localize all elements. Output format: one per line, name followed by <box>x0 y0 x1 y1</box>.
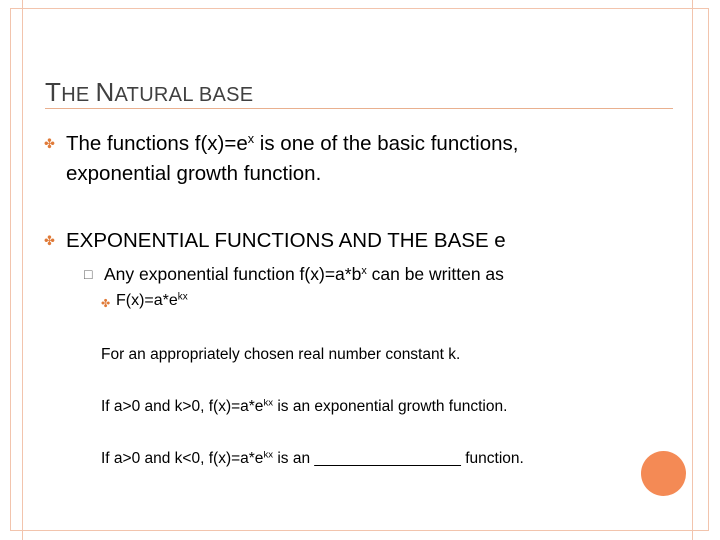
square-bullet-icon: □ <box>84 266 93 282</box>
bullet-1-line-2: exponential growth function. <box>66 162 322 185</box>
sub-sub-bullet-text: $F(x)=a*e^{kx}$ <box>116 291 188 309</box>
flower-bullet-icon: ✤ <box>44 233 55 248</box>
bullet-1-line-1: The functions $f(x)=e^x$ is one of the basic functions, <box>66 131 519 155</box>
flower-bullet-icon: ✤ <box>44 136 55 151</box>
bullet-2-text: EXPONENTIAL FUNCTIONS AND THE BASE e <box>66 229 506 252</box>
title-divider <box>45 108 673 109</box>
sub-bullet-text: Any exponential function $f(x)=a*b^x$ can be written as <box>104 264 504 284</box>
decorative-circle <box>641 451 686 496</box>
slide-title: THE NATURAL BASE <box>45 77 254 107</box>
paragraph-growth: If a>0 and k>0, $f(x)=a*e^{kx}$ is an exponential growth function. <box>101 397 508 415</box>
paragraph-constant-k: For an appropriately chosen real number constant k. <box>101 346 461 363</box>
flower-bullet-icon: ✤ <box>101 298 111 310</box>
paragraph-blank: If a>0 and k<0, $f(x)=a*e^{kx}$ is an _________________ function. <box>101 449 524 467</box>
